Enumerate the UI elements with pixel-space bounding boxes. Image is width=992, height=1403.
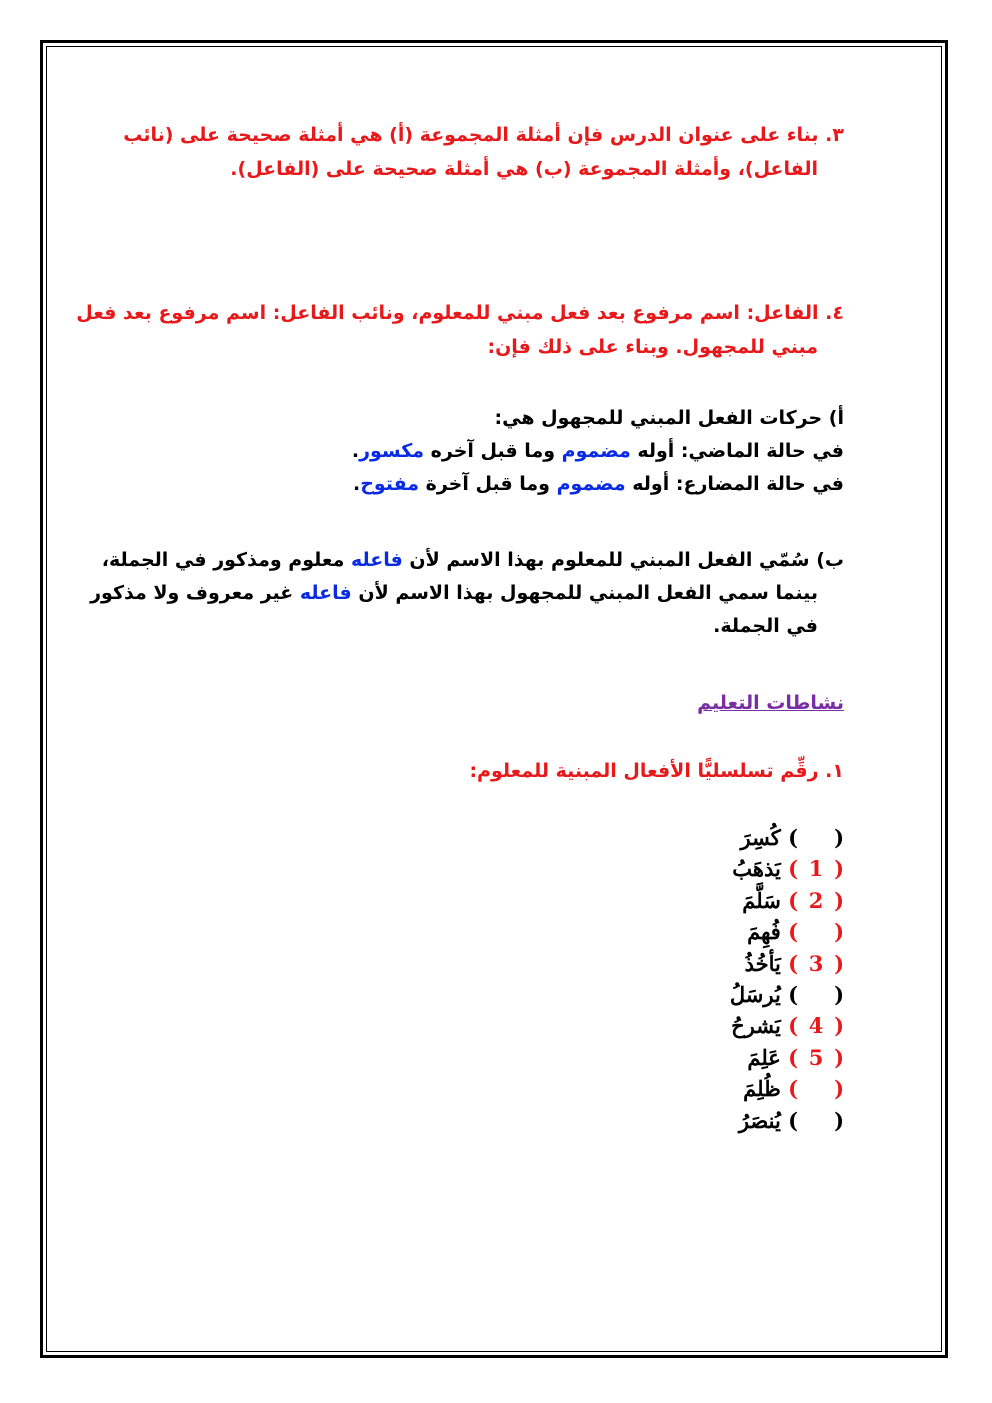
keyword-madmum-2: مضموم <box>556 473 626 495</box>
verbs-list <box>730 822 844 1136</box>
part-a-past-line: في حالة الماضي: أوله مضموم وما قبل آخره مكسور. <box>351 440 844 462</box>
keyword-faeluh: فاعله <box>350 549 403 571</box>
verb: يَشرحُ <box>731 1013 781 1039</box>
verb: عَلِمَ <box>747 1044 781 1070</box>
list-item: () كُسِرَ <box>740 825 844 850</box>
verb: سَلَّمَ <box>742 887 781 913</box>
verb: كُسِرَ <box>740 825 781 850</box>
list-item: () ظُلِمَ <box>743 1076 844 1102</box>
verb: يَأخُذُ <box>744 950 781 976</box>
part-a-present-line: في حالة المضارع: أوله مضموم وما قبل آخرة مفتوح. <box>352 473 844 495</box>
part-a-title: أ) حركات الفعل المبني للمجهول هي: <box>494 407 844 429</box>
activity-1-question: ١. رقِّم تسلسليًّا الأفعال المبنية للمعلوم: <box>469 760 844 782</box>
item-3-answer <box>118 118 844 186</box>
list-item: () يُرسَلُ <box>729 981 844 1007</box>
item-4-line-2: مبني للمجهول. وبناء على ذلك فإن: <box>487 336 818 358</box>
keyword-maksur: مكسور <box>359 440 425 462</box>
item-3-line-1: ٣. بناء على عنوان الدرس فإن أمثلة المجموعة (أ) هي أمثلة صحيحة على (نائب <box>123 124 844 146</box>
order-number[interactable]: 5 <box>808 1044 824 1070</box>
verb: يَذهَبُ <box>732 856 781 882</box>
keyword-faeluh-2: فاعله <box>299 582 352 604</box>
item-4-line-1: ٤. الفاعل: اسم مرفوع بعد فعل مبني للمعلوم، ونائب الفاعل: اسم مرفوع بعد فعل <box>76 302 844 324</box>
order-number[interactable]: 2 <box>808 887 824 913</box>
list-item: (3) يَأخُذُ <box>730 948 844 979</box>
part-b-line-2: بينما سمي الفعل المبني للمجهول بهذا الاسم لأن فاعله غير معروف ولا مذكور <box>90 582 818 604</box>
part-a <box>352 402 844 501</box>
verb: ظُلِمَ <box>743 1076 781 1102</box>
list-item: () فُهِمَ <box>747 919 844 945</box>
keyword-madmum: مضموم <box>561 440 631 462</box>
item-3-line-2: الفاعل)، وأمثلة المجموعة (ب) هي أمثلة صحيحة على (الفاعل). <box>230 158 818 180</box>
verb: فُهِمَ <box>747 919 781 945</box>
list-item: (2) سَلَّمَ <box>730 885 844 916</box>
list-item: () يُنصَرُ <box>738 1107 844 1133</box>
verb: يُرسَلُ <box>729 981 781 1007</box>
activities-heading: نشاطات التعليم <box>697 692 844 714</box>
list-item: (5) عَلِمَ <box>730 1042 844 1073</box>
part-b-line-1: ب) سُمّي الفعل المبني للمعلوم بهذا الاسم لأن فاعله معلوم ومذكور في الجملة، <box>101 549 844 571</box>
order-number[interactable]: 3 <box>808 950 824 976</box>
verb: يُنصَرُ <box>738 1107 781 1133</box>
item-4-answer <box>76 296 844 364</box>
keyword-maftuh: مفتوح <box>360 473 420 495</box>
part-b-line-3: في الجملة. <box>713 615 818 637</box>
part-b <box>90 544 844 643</box>
order-number[interactable]: 1 <box>808 856 824 882</box>
order-number[interactable]: 4 <box>808 1013 824 1039</box>
list-item: (1) يَذهَبُ <box>730 853 844 884</box>
list-item: (4) يَشرحُ <box>730 1010 844 1041</box>
